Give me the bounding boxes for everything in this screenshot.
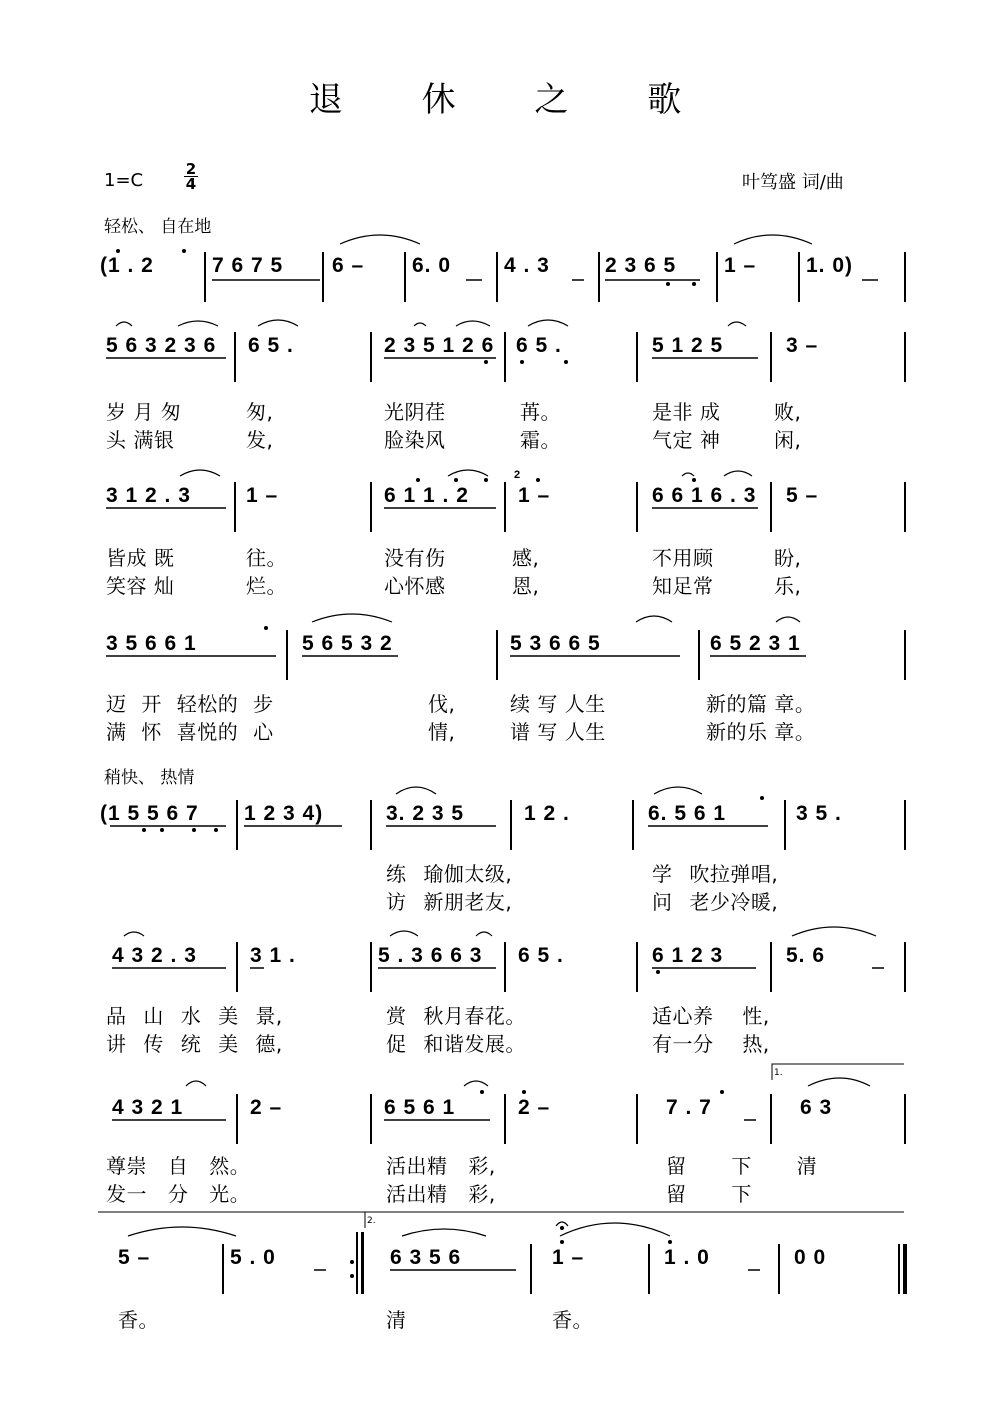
barline [236, 800, 238, 850]
time-signature-bottom: 4 [185, 175, 197, 193]
time-signature [184, 162, 198, 191]
barline [636, 482, 638, 532]
repeat-end-barline-thin [356, 1232, 358, 1294]
row5-seg3: 3. 2 3 5 [386, 802, 465, 825]
row2-lyric2-f: 闲, [774, 428, 802, 452]
row2-seg5: 5 1 2 5 [652, 334, 724, 357]
row5-lyric1-a: 练 瑜伽太级, [386, 862, 513, 886]
row3-lyric1-f: 盼, [774, 546, 802, 570]
row2-seg6: 3 – [786, 334, 819, 357]
row2-lyric1-f: 败, [774, 400, 802, 424]
barline [370, 1094, 372, 1144]
row1-seg4: 6. 0 [412, 254, 452, 277]
barline [236, 1094, 238, 1144]
row7-lyric1-a: 尊崇 自 然。 [106, 1154, 251, 1178]
row3-lyric1-a: 皆成 既 [106, 546, 175, 570]
row8-lyric-c: 香。 [552, 1308, 593, 1332]
song-title: 退 休 之 歌 [308, 80, 716, 120]
barline [636, 942, 638, 992]
time-signature-top: 2 [185, 160, 197, 178]
row5-lyric2-a: 访 新朋老友, [386, 890, 513, 914]
barline [530, 1244, 532, 1294]
row2-lyric1-e: 是非 成 [652, 400, 721, 424]
row6-seg1: 4 3 2 . 3 [112, 944, 197, 967]
row7-seg3: 6 5 6 1 [384, 1096, 456, 1119]
barline [322, 252, 324, 302]
barline [496, 630, 498, 680]
row3-lyric2-d: 恩, [512, 574, 540, 598]
svg-text:2: 2 [514, 469, 521, 481]
row3-lyric1-c: 没有伤 [384, 546, 446, 570]
barline [598, 252, 600, 302]
row8-seg2: 5 . 0 [230, 1246, 276, 1269]
row5-seg6: 3 5 . [796, 802, 842, 825]
row5-lyric2-b: 问 老少冷暖, [652, 890, 779, 914]
row3-seg1: 3 1 2 . 3 [106, 484, 191, 507]
barline [648, 1244, 650, 1294]
barline [234, 482, 236, 532]
row3-seg5: 6 6 1 6 . 3 [652, 484, 757, 507]
barline [504, 1094, 506, 1144]
row6-seg3: 5 . 3 6 6 3 [378, 944, 483, 967]
barline [632, 800, 634, 850]
row7-lyric1-b: 活出精 彩, [386, 1154, 496, 1178]
row6-lyric1-a: 品 山 水 美 景, [106, 1004, 283, 1028]
tempo-marking-1: 轻松、 自在地 [104, 217, 212, 237]
row7-seg6: 6 3 [800, 1096, 833, 1119]
row6-lyric2-c: 有一分 热, [652, 1032, 770, 1056]
row2-lyric2-e: 气定 神 [652, 428, 721, 452]
row6-lyric2-b: 促 和谐发展。 [386, 1032, 526, 1056]
row4-seg3: 5 3 6 6 5 [510, 632, 601, 655]
barline [904, 630, 906, 680]
composer-credit: 叶笃盛 词/曲 [742, 172, 844, 193]
row7-seg5: 7 . 7 [666, 1096, 712, 1119]
barline [370, 332, 372, 382]
row2-seg2: 6 5 . [248, 334, 294, 357]
row1-seg1: (1 . 2 [100, 254, 154, 277]
barline [404, 252, 406, 302]
grace-note [514, 469, 520, 481]
row7-lyric2-b: 活出精 彩, [386, 1182, 496, 1206]
volta-2-label: 2. [367, 1216, 376, 1226]
row5-seg2: 1 2 3 4) [244, 802, 324, 825]
barline [904, 800, 906, 850]
row2-seg1: 5 6 3 2 3 6 [106, 334, 217, 357]
row6-seg2: 3 1 . [250, 944, 296, 967]
row7-lyric2-a: 发一 分 光。 [106, 1182, 251, 1206]
barline [636, 332, 638, 382]
row2-lyric1-d: 苒。 [520, 400, 561, 424]
row3-lyric2-c: 心怀感 [384, 574, 446, 598]
row1-seg5: 4 . 3 [504, 254, 550, 277]
row4-lyric2-c: 谱 写 人生 [510, 720, 606, 744]
repeat-end-barline-thick [361, 1232, 364, 1294]
barline [286, 630, 288, 680]
barline [904, 252, 906, 302]
key-signature: 1=C [104, 170, 144, 191]
row1-seg3: 6 – [332, 254, 365, 277]
row8-seg6: 0 0 [794, 1246, 827, 1269]
barline [504, 332, 506, 382]
row2-seg3: 2 3 5 1 2 6 [384, 334, 495, 357]
row3-lyric1-e: 不用顾 [652, 546, 714, 570]
underlines [106, 280, 884, 1270]
row4-lyric2-b: 情, [428, 720, 456, 744]
row7-seg1: 4 3 2 1 [112, 1096, 184, 1119]
row3-lyric2-a: 笑容 灿 [106, 574, 175, 598]
row8-seg4: 1 – [552, 1246, 585, 1269]
row7-lyric1-c: 留 下 清 [666, 1154, 818, 1178]
row3-lyric1-d: 感, [512, 546, 540, 570]
fermata [556, 1222, 568, 1230]
row3-seg3: 6 1 1 . 2 [384, 484, 469, 507]
row8-seg5: 1 . 0 [664, 1246, 710, 1269]
row3-seg2: 1 – [246, 484, 279, 507]
barline [370, 942, 372, 992]
barline [904, 1094, 906, 1144]
row4-seg1: 3 5 6 6 1 [106, 632, 197, 655]
row6-seg5: 6 1 2 3 [652, 944, 724, 967]
final-barline-thin [898, 1244, 900, 1294]
final-barline-thick [903, 1244, 907, 1294]
row1-seg7: 1 – [724, 254, 757, 277]
barline [636, 1094, 638, 1144]
row1-seg2: 7 6 7 5 [212, 254, 284, 277]
row4-seg4: 6 5 2 3 1 [710, 632, 801, 655]
row3-lyric2-e: 知足常 [652, 574, 714, 598]
row7-lyric2-c: 留 下 [666, 1182, 752, 1206]
barline [716, 252, 718, 302]
row3-seg6: 5 – [786, 484, 819, 507]
row6-lyric2-a: 讲 传 统 美 德, [106, 1032, 283, 1056]
row1-seg6: 2 3 6 5 [605, 254, 677, 277]
row2-lyric1-c: 光阴荏 [384, 400, 446, 424]
barline [770, 1094, 772, 1144]
row8-seg3: 6 3 5 6 [390, 1246, 462, 1269]
row6-seg4: 6 5 . [518, 944, 564, 967]
row4-lyric1-d: 新的篇 章。 [706, 692, 816, 716]
tempo-marking-2: 稍快、 热情 [104, 768, 195, 788]
barline [770, 482, 772, 532]
row6-lyric1-b: 赏 秋月春花。 [386, 1004, 526, 1028]
barline [236, 942, 238, 992]
row8-lyric-a: 香。 [118, 1308, 159, 1332]
barline [904, 942, 906, 992]
row8-seg1: 5 – [118, 1246, 151, 1269]
row5-lyric1-b: 学 吹拉弹唱, [652, 862, 779, 886]
barline [370, 482, 372, 532]
barline [770, 332, 772, 382]
barline [496, 252, 498, 302]
row2-lyric2-b: 发, [246, 428, 274, 452]
barline [798, 252, 800, 302]
row4-lyric1-b: 伐, [428, 692, 456, 716]
row1-seg8: 1. 0) [806, 254, 854, 277]
row3-lyric2-f: 乐, [774, 574, 802, 598]
row7-seg2: 2 – [250, 1096, 283, 1119]
row5-seg4: 1 2 . [524, 802, 570, 825]
barline [504, 482, 506, 532]
barline [370, 800, 372, 850]
barline [904, 482, 906, 532]
barline [204, 252, 206, 302]
row6-lyric1-c: 适心养 性, [652, 1004, 770, 1028]
barline [698, 630, 700, 680]
row4-lyric2-d: 新的乐 章。 [706, 720, 816, 744]
row8-lyric-b: 清 [386, 1308, 407, 1332]
row2-lyric2-d: 霜。 [520, 428, 561, 452]
row4-lyric2-a: 满 怀 喜悦的 心 [106, 720, 274, 744]
volta-1-label: 1. [774, 1068, 783, 1078]
barline [778, 1244, 780, 1294]
row3-lyric2-b: 烂。 [246, 574, 287, 598]
barline [784, 800, 786, 850]
barline [504, 942, 506, 992]
row2-lyric2-a: 头 满银 [106, 428, 175, 452]
row6-seg6: 5. 6 [786, 944, 826, 967]
repeat-dots [350, 1260, 354, 1278]
row2-seg4: 6 5 . [516, 334, 562, 357]
row5-seg5: 6. 5 6 1 [648, 802, 727, 825]
barline [904, 332, 906, 382]
row3-seg4: 1 – [518, 484, 551, 507]
row5-seg1: (1 5 5 6 7 [100, 802, 199, 825]
row7-seg4: 2 – [518, 1096, 551, 1119]
row4-seg2: 5 6 5 3 2 [302, 632, 393, 655]
row2-lyric1-b: 匆, [246, 400, 274, 424]
row2-lyric2-c: 脸染风 [384, 428, 446, 452]
row3-lyric1-b: 往。 [246, 546, 287, 570]
row4-lyric1-c: 续 写 人生 [510, 692, 606, 716]
barline [770, 942, 772, 992]
barline [234, 332, 236, 382]
barline [510, 800, 512, 850]
row4-lyric1-a: 迈 开 轻松的 步 [106, 692, 274, 716]
row2-lyric1-a: 岁 月 匆 [106, 400, 182, 424]
barline [222, 1244, 224, 1294]
